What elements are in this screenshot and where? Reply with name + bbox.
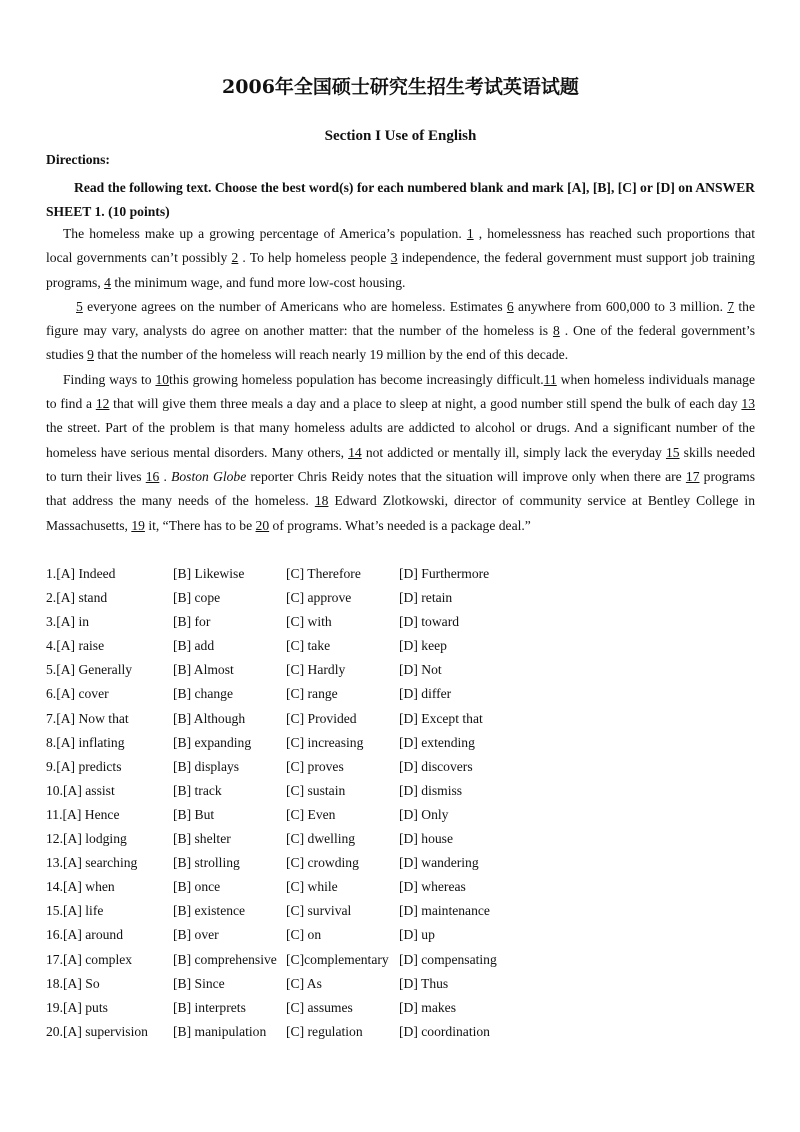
blank-number: 16 xyxy=(145,468,160,484)
option-b: [B] Likewise xyxy=(173,566,245,581)
option-a: 12.[A] lodging xyxy=(46,831,127,847)
option-a: 5.[A] Generally xyxy=(46,662,133,678)
option-a: 20.[A] supervision xyxy=(46,1023,148,1039)
passage-text: everyone agrees on the number of Americans who are homeless. Estimates xyxy=(82,298,507,314)
option-d: [D] house xyxy=(399,831,453,847)
question-row xyxy=(46,610,755,634)
option-b: [B] existence xyxy=(173,903,246,919)
passage-text: the figure may vary, analysts do agree on another matter: that the number of the homeless is xyxy=(46,298,755,339)
passage-text: skills needed to turn their lives xyxy=(46,444,755,484)
option-d: [D] Furthermore xyxy=(399,566,490,581)
question-row xyxy=(46,827,755,851)
option-a: 3.[A] in xyxy=(46,614,90,630)
option-d: [D] Not xyxy=(399,662,442,678)
passage-text: the street. Part of the problem is that many homeless adults are addicted to alcohol or drugs. And a significant number of the homeless have serious mental disorders. Many others, xyxy=(46,420,755,460)
blank-number: 3 xyxy=(390,250,398,266)
option-a: 19.[A] puts xyxy=(46,999,108,1015)
option-c: [C] assumes xyxy=(286,999,353,1015)
option-a: 13.[A] searching xyxy=(46,855,138,871)
exam-title: 2006年全国硕士研究生招生考试英语试题 xyxy=(222,76,579,98)
blank-number: 10 xyxy=(155,371,170,387)
option-c: [C] As xyxy=(286,975,322,991)
question-row xyxy=(46,755,755,779)
passage-text: anywhere from 600,000 to 3 million. xyxy=(513,298,728,314)
option-b: [B] expanding xyxy=(173,734,252,750)
option-d: [D] keep xyxy=(399,638,447,654)
option-d: [D] toward xyxy=(399,614,460,630)
directions-label: Directions: xyxy=(46,152,110,167)
passage-paragraph xyxy=(46,368,755,538)
passage-text: it, “There has to be xyxy=(144,517,256,533)
option-b: [B] manipulation xyxy=(173,1023,267,1039)
passage-text: the minimum wage, and fund more low-cost housing. xyxy=(110,274,406,290)
question-row xyxy=(46,562,755,586)
question-row xyxy=(46,899,755,923)
option-c: [C]complementary xyxy=(286,951,389,967)
passage-text: this growing homeless population has become increasingly difficult. xyxy=(169,371,544,387)
question-row xyxy=(46,875,755,899)
option-d: [D] coordination xyxy=(399,1023,490,1039)
option-c: [C] Therefore xyxy=(286,566,361,581)
passage-text: programs that address the many needs of the homeless. xyxy=(46,468,755,509)
option-a: 15.[A] life xyxy=(46,903,104,919)
option-d: [D] whereas xyxy=(399,879,466,895)
passage-text: when homeless individuals manage to find a xyxy=(46,371,755,412)
passage-text: not addicted or mentally ill, simply lack the everyday xyxy=(361,444,666,460)
question-row xyxy=(46,996,755,1020)
blank-number: 14 xyxy=(348,444,362,460)
option-b: [B] track xyxy=(173,782,222,798)
option-c: [C] crowding xyxy=(286,855,359,871)
option-b: [B] Since xyxy=(173,975,225,991)
option-b: [B] for xyxy=(173,614,211,630)
option-a: 11.[A] Hence xyxy=(46,806,120,822)
option-b: [B] cope xyxy=(173,590,221,606)
option-c: [C] with xyxy=(286,614,332,630)
option-b: [B] once xyxy=(173,879,221,895)
blank-number: 13 xyxy=(741,396,755,412)
question-row xyxy=(46,707,755,731)
option-d: [D] Only xyxy=(399,806,449,822)
option-d: [D] maintenance xyxy=(399,903,490,919)
option-d: [D] retain xyxy=(399,590,453,606)
option-d: [D] wandering xyxy=(399,855,479,871)
option-c: [C] increasing xyxy=(286,734,364,750)
blank-number: 17 xyxy=(685,468,700,484)
question-row xyxy=(46,948,755,972)
question-row xyxy=(46,634,755,658)
option-b: [B] interprets xyxy=(173,999,246,1015)
option-b: [B] over xyxy=(173,927,219,943)
option-b: [B] Almost xyxy=(173,662,234,678)
option-d: [D] up xyxy=(399,927,435,943)
blank-number: 5 xyxy=(76,298,83,314)
option-d: [D] Except that xyxy=(399,710,483,726)
question-row xyxy=(46,779,755,803)
passage-text: . One of the federal government’s studies xyxy=(46,323,755,363)
passage-text: that will give them three meals a day and a place to sleep at night, a good number still spend the bulk of each day xyxy=(109,396,742,412)
option-a: 6.[A] cover xyxy=(46,686,109,702)
option-b: [B] displays xyxy=(173,758,240,774)
option-b: [B] comprehensive xyxy=(173,951,277,967)
question-row xyxy=(46,851,755,875)
passage-text: . xyxy=(159,468,172,484)
option-d: [D] differ xyxy=(399,686,452,702)
passage-text: reporter Chris Reidy notes that the situation will improve only when there are xyxy=(246,468,686,484)
option-b: [B] shelter xyxy=(173,831,231,847)
blank-number: 7 xyxy=(727,298,735,314)
option-d: [D] Thus xyxy=(399,975,449,991)
option-d: [D] discovers xyxy=(399,758,473,774)
option-a: 10.[A] assist xyxy=(46,782,115,798)
option-d: [D] dismiss xyxy=(399,782,463,798)
option-b: [B] Although xyxy=(173,710,246,726)
question-row xyxy=(46,682,755,706)
blank-number: 20 xyxy=(255,517,270,533)
blank-number: 4 xyxy=(104,274,111,290)
option-a: 8.[A] inflating xyxy=(46,734,125,750)
passage-text: , homelessness has reached such proportions that local governments can’t possibly xyxy=(46,226,755,266)
blank-number: 8 xyxy=(552,323,560,339)
option-c: [C] survival xyxy=(286,903,352,919)
option-c: [C] range xyxy=(286,686,338,702)
option-c: [C] Provided xyxy=(286,710,357,726)
option-b: [B] But xyxy=(173,806,215,822)
blank-number: 15 xyxy=(665,444,680,460)
instructions: Read the following text. Choose the best word(s) for each numbered blank and mark [A], [B], [C] or [D] on ANSWER SHEET 1. (10 points) xyxy=(46,180,755,219)
option-c: [C] dwelling xyxy=(286,831,356,847)
question-row xyxy=(46,658,755,682)
option-a: 2.[A] stand xyxy=(46,590,108,606)
passage-text: The homeless make up a growing percentage of America’s population. xyxy=(63,226,467,241)
option-c: [C] approve xyxy=(286,590,352,606)
option-c: [C] on xyxy=(286,927,322,943)
blank-number: 11 xyxy=(543,371,557,387)
option-a: 16.[A] around xyxy=(46,927,124,943)
option-a: 4.[A] raise xyxy=(46,638,105,654)
publication-name: Boston Globe xyxy=(171,468,247,484)
option-a: 9.[A] predicts xyxy=(46,758,122,774)
blank-number: 12 xyxy=(95,396,110,412)
question-row xyxy=(46,1020,755,1044)
option-a: 7.[A] Now that xyxy=(46,710,129,726)
option-c: [C] proves xyxy=(286,758,344,774)
option-a: 1.[A] Indeed xyxy=(46,566,116,581)
question-row xyxy=(46,803,755,827)
option-a: 17.[A] complex xyxy=(46,951,133,967)
option-b: [B] change xyxy=(173,686,234,702)
question-row xyxy=(46,586,755,610)
passage-text: . To help homeless people xyxy=(238,250,391,266)
passage-text: of programs. What’s needed is a package deal.” xyxy=(269,517,531,533)
option-b: [B] strolling xyxy=(173,855,240,871)
option-c: [C] take xyxy=(286,638,331,654)
passage-text: independence, the federal government must support job training programs, xyxy=(46,250,755,290)
option-c: [C] Even xyxy=(286,806,336,822)
blank-number: 18 xyxy=(314,493,329,509)
passage-paragraph xyxy=(46,222,755,295)
passage-paragraph xyxy=(46,295,755,368)
option-d: [D] makes xyxy=(399,999,456,1015)
option-c: [C] sustain xyxy=(286,782,346,798)
option-a: 18.[A] So xyxy=(46,975,100,991)
section-heading: Section I Use of English xyxy=(324,128,477,144)
option-c: [C] Hardly xyxy=(286,662,346,678)
question-row xyxy=(46,972,755,996)
blank-number: 19 xyxy=(131,517,145,533)
option-c: [C] while xyxy=(286,879,338,895)
passage-text: that the number of the homeless will reach nearly 19 million by the end of this decade. xyxy=(93,347,569,363)
option-c: [C] regulation xyxy=(286,1023,363,1039)
option-a: 14.[A] when xyxy=(46,879,115,895)
option-d: [D] compensating xyxy=(399,951,497,967)
cloze-passage xyxy=(46,222,755,538)
blank-number: 6 xyxy=(506,298,514,314)
blank-number: 1 xyxy=(466,226,474,241)
question-row xyxy=(46,923,755,947)
passage-text: Edward Zlotkowski, director of community service at Bentley College in Massachusetts, xyxy=(46,493,755,533)
question-row xyxy=(46,731,755,755)
option-b: [B] add xyxy=(173,638,215,654)
blank-number: 2 xyxy=(231,250,239,266)
blank-number: 9 xyxy=(87,347,94,363)
answer-options-list xyxy=(46,562,755,1044)
option-d: [D] extending xyxy=(399,734,475,750)
passage-text: Finding ways to xyxy=(63,371,156,387)
